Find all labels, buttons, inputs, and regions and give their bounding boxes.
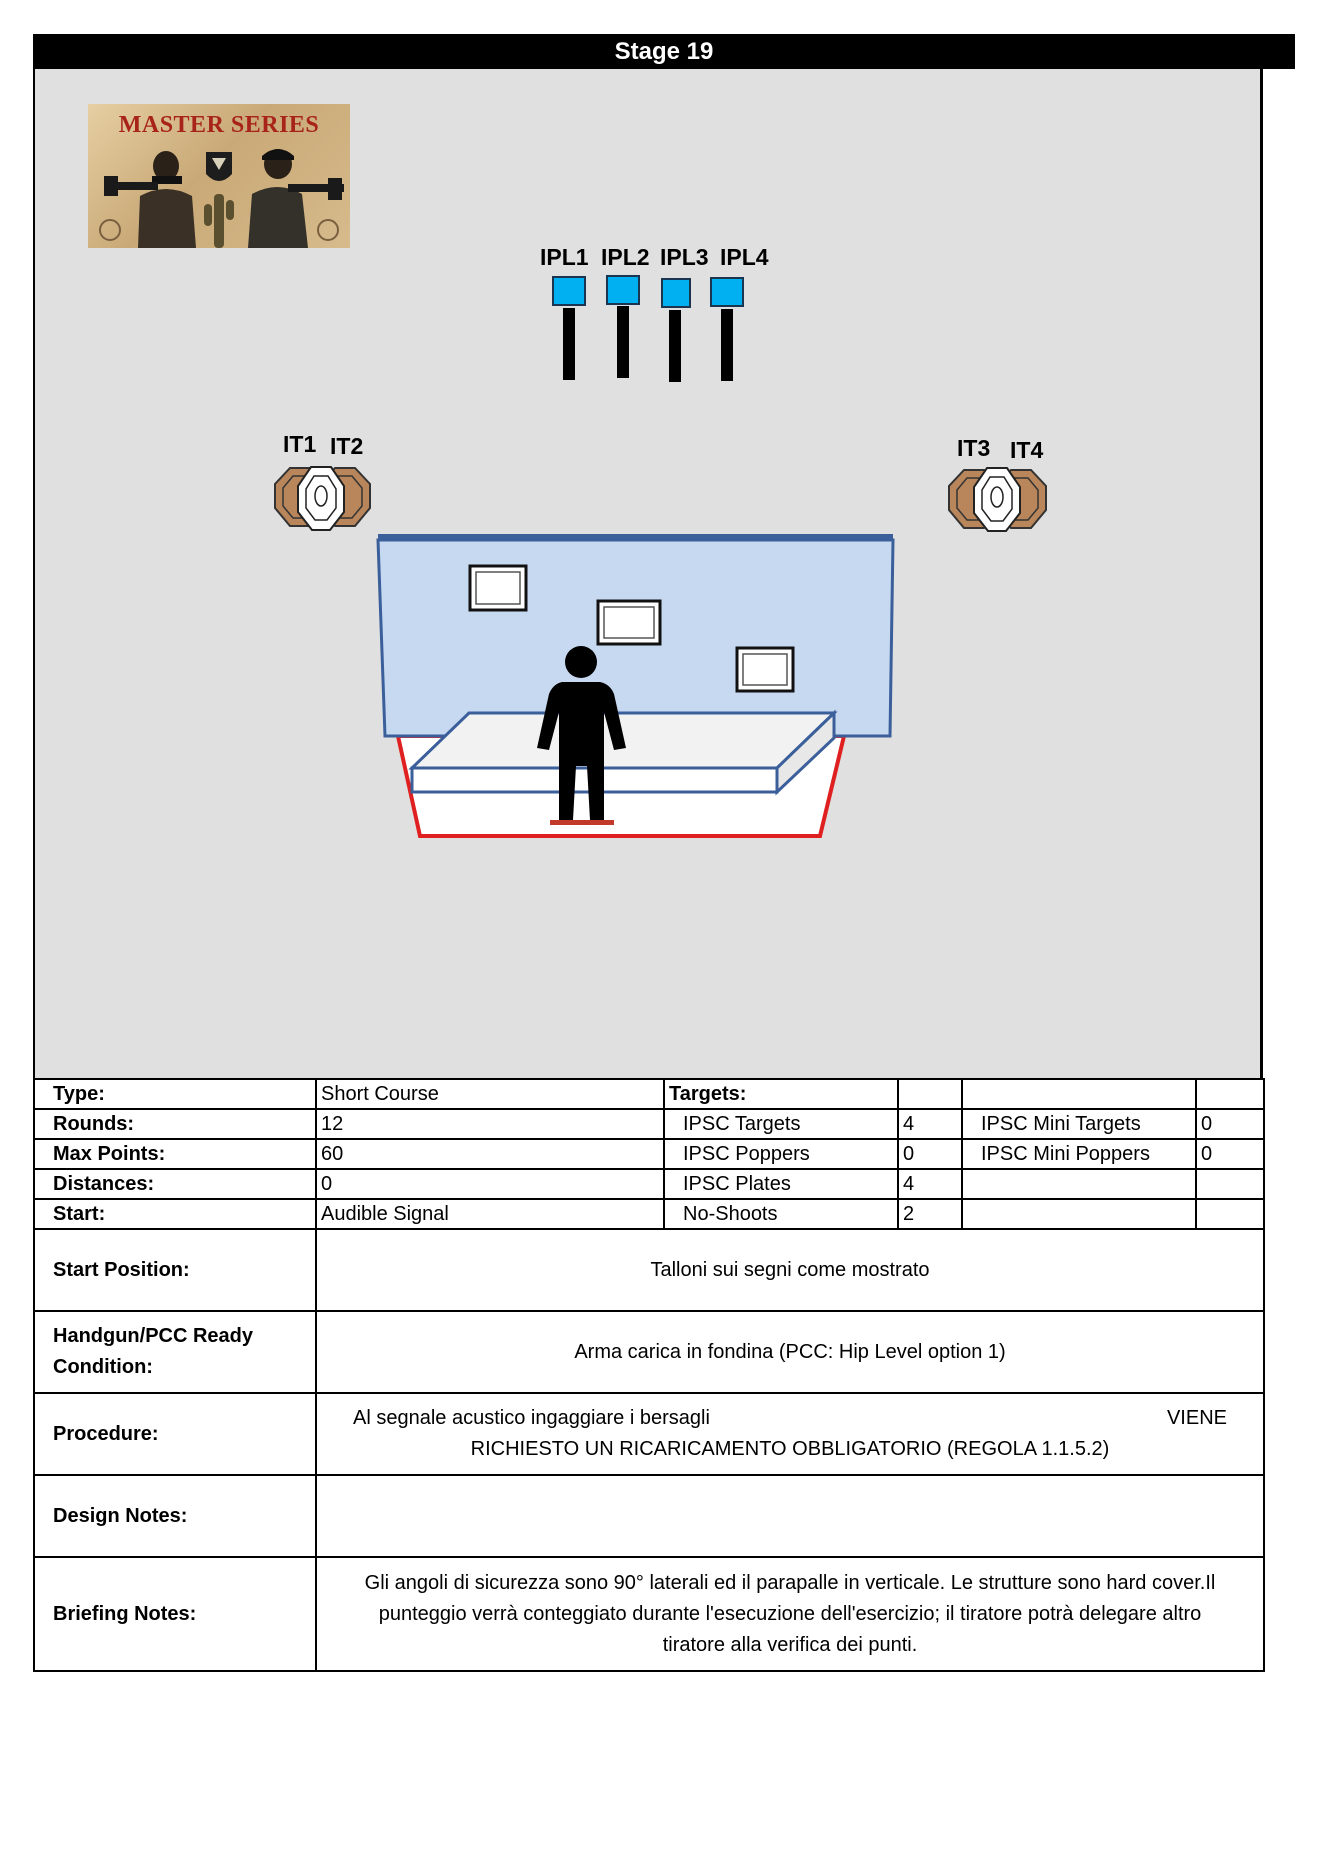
mini-targets-label: IPSC Mini Targets (962, 1109, 1196, 1139)
row-ready-condition (34, 1311, 1264, 1393)
distances-label: Distances: (34, 1169, 316, 1199)
plate-ipl4 (711, 278, 743, 381)
ipsc-targets-label: IPSC Targets (664, 1109, 898, 1139)
label-ipl3: IPL3 (660, 244, 709, 270)
window-2 (598, 601, 660, 644)
type-label: Type: (34, 1079, 316, 1109)
maxpoints-value: 60 (316, 1139, 664, 1169)
logo-title: MASTER SERIES (118, 112, 320, 138)
design-notes-label: Design Notes: (34, 1475, 316, 1557)
stage-title: Stage 19 (33, 34, 1295, 69)
mini-poppers-label: IPSC Mini Poppers (962, 1139, 1196, 1169)
row-start (34, 1199, 1264, 1229)
window-3 (737, 648, 793, 691)
ipsc-targets-value: 4 (898, 1109, 962, 1139)
ready-condition-label (34, 1311, 316, 1393)
procedure-line1-b: VIENE (1166, 1407, 1227, 1429)
ipsc-poppers-value: 0 (898, 1139, 962, 1169)
label-it4: IT4 (1010, 437, 1044, 463)
briefing-notes-value: Gli angoli di sicurezza sono 90° laterali ed il parapalle in verticale. Le strutture sono hard cover.Il punteggio verrà conteggiato durante l'esecuzione dell'esercizio; il tiratore potrà delegare altro tiratore alla verifica dei punti. (316, 1557, 1264, 1671)
ipsc-plates-label: IPSC Plates (664, 1169, 898, 1199)
design-notes-value (316, 1475, 1264, 1557)
ready-label-line2: Condition: (53, 1356, 153, 1378)
row-distances (34, 1169, 1264, 1199)
briefing-notes-label: Briefing Notes: (34, 1557, 316, 1671)
row-design-notes (34, 1475, 1264, 1557)
mini-poppers-value: 0 (1196, 1139, 1264, 1169)
plate-ipl3 (662, 279, 690, 382)
start-position-value: Talloni sui segni come mostrato (316, 1229, 1264, 1311)
noshoots-label: No-Shoots (664, 1199, 898, 1229)
procedure-value (316, 1393, 1264, 1475)
targets-header: Targets: (664, 1079, 898, 1109)
start-label: Start: (34, 1199, 316, 1229)
distances-value: 0 (316, 1169, 664, 1199)
row-procedure (34, 1393, 1264, 1475)
noshoot-left (298, 467, 344, 530)
rounds-label: Rounds: (34, 1109, 316, 1139)
label-it2: IT2 (330, 433, 364, 459)
maxpoints-label: Max Points: (34, 1139, 316, 1169)
noshoot-right (974, 468, 1020, 531)
type-value: Short Course (316, 1079, 664, 1109)
window-1 (470, 566, 526, 610)
procedure-label: Procedure: (34, 1393, 316, 1475)
procedure-line2: RICHIESTO UN RICARICAMENTO OBBLIGATORIO (REGOLA 1.1.5.2) (470, 1438, 1110, 1460)
mini-targets-value: 0 (1196, 1109, 1264, 1139)
row-briefing-notes (34, 1557, 1264, 1671)
start-position-label: Start Position: (34, 1229, 316, 1311)
ipsc-poppers-label: IPSC Poppers (664, 1139, 898, 1169)
ipsc-plates-value: 4 (898, 1169, 962, 1199)
label-ipl4: IPL4 (720, 244, 769, 270)
row-maxpoints (34, 1139, 1264, 1169)
row-type (34, 1079, 1264, 1109)
stage-info-table (33, 1078, 1265, 1672)
rounds-value: 12 (316, 1109, 664, 1139)
row-rounds (34, 1109, 1264, 1139)
ready-condition-value: Arma carica in fondina (PCC: Hip Level option 1) (316, 1311, 1264, 1393)
table (412, 713, 834, 792)
noshoots-value: 2 (898, 1199, 962, 1229)
procedure-line1-a: Al segnale acustico ingaggiare i bersagli (353, 1407, 710, 1429)
label-ipl2: IPL2 (601, 244, 650, 270)
row-start-position (34, 1229, 1264, 1311)
start-value: Audible Signal (316, 1199, 664, 1229)
label-it1: IT1 (283, 431, 317, 457)
plate-ipl1 (553, 277, 585, 380)
label-ipl1: IPL1 (540, 244, 589, 270)
label-it3: IT3 (957, 435, 991, 461)
plate-ipl2 (607, 276, 639, 378)
ready-label-line1: Handgun/PCC Ready (53, 1325, 254, 1347)
